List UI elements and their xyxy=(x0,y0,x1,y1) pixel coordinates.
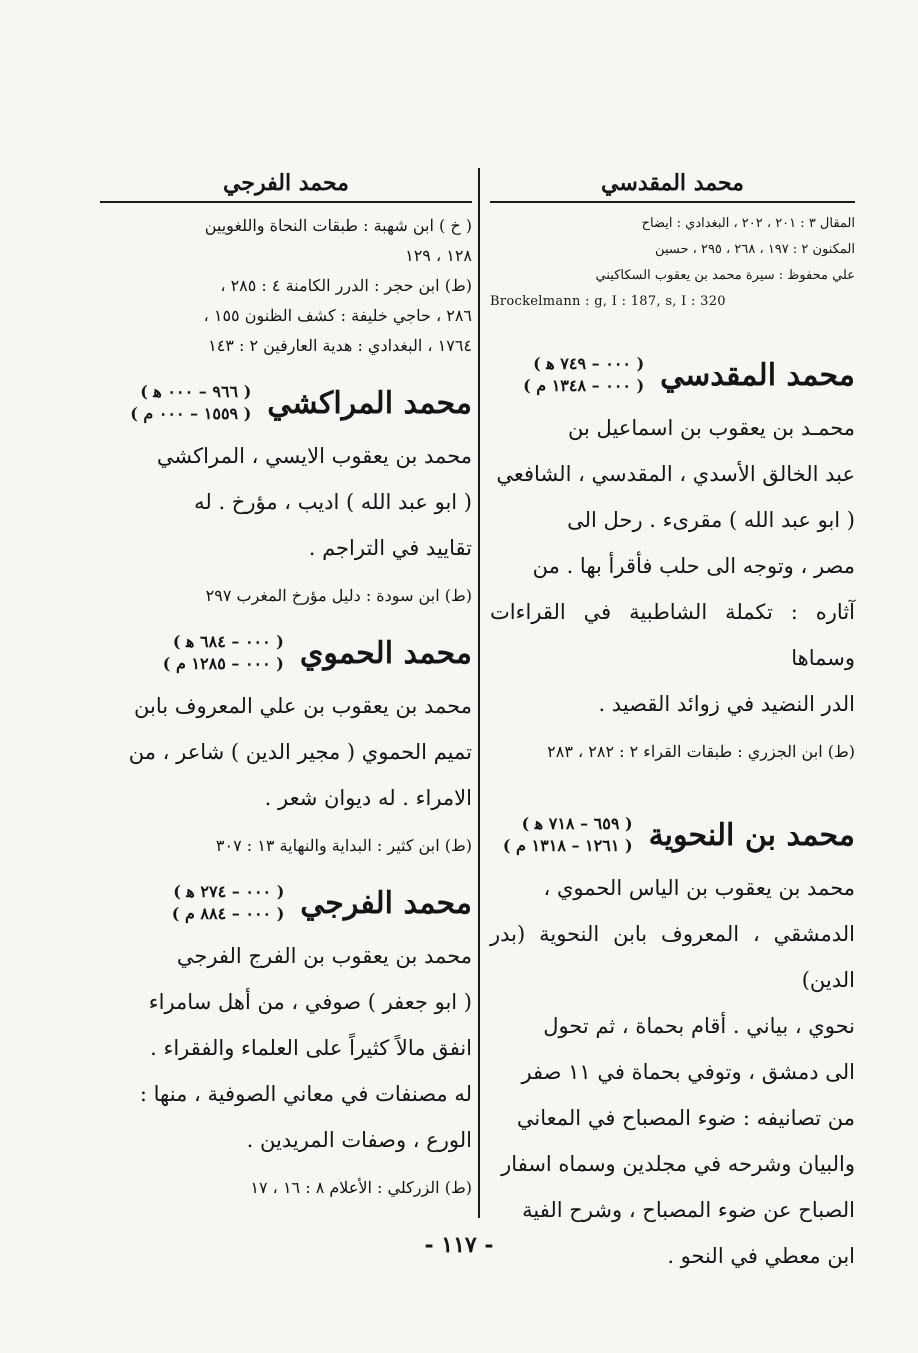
entry-heading xyxy=(490,353,855,397)
entry-line: عبد الخالق الأسدي ، المقدسي ، الشافعي xyxy=(496,462,855,486)
left-top-ref: (ط) ابن حجر : الدرر الكامنة ٤ : ٢٨٥ ، xyxy=(220,276,472,295)
right-latin-ref: Brockelmann : g, I : 187, s, I : 320 xyxy=(490,294,726,309)
entry-dates xyxy=(503,813,633,857)
left-header-rule xyxy=(100,201,472,203)
entry-source: (ط) الزركلي : الأعلام ٨ : ١٦ ، ١٧ xyxy=(250,1178,472,1197)
entry-line: الدر النضيد في زوائد القصيد . xyxy=(598,692,855,716)
hijri-dates: ( ٠٠٠ – ٢٧٤ ﻫ ) xyxy=(173,882,285,901)
gregorian-dates: ( ٠٠٠ – ١٣٤٨ م ) xyxy=(523,376,645,395)
entry-name: محمد المراكشي xyxy=(267,385,472,421)
entry-line: تقاييد في التراجم . xyxy=(308,536,472,560)
right-header-rule xyxy=(490,201,855,203)
entry-dates xyxy=(163,631,284,675)
entry-line: ( ابو عبد الله ) اديب ، مؤرخ . له xyxy=(194,490,472,514)
entry-source: (ط) ابن الجزري : طبقات القراء ٢ : ٢٨٢ ، ٢٨٣ xyxy=(547,742,855,761)
right-top-ref: المكنون ٢ : ١٩٧ ، ٢٦٨ ، ٢٩٥ ، حسين xyxy=(655,242,855,257)
left-column-header: محمد الفرجي xyxy=(223,170,349,196)
entry-line: الامراء . له ديوان شعر . xyxy=(264,786,472,810)
entry-line: محمد بن يعقوب بن الفرج الفرجي xyxy=(176,944,472,968)
right-column xyxy=(490,165,855,1279)
hijri-dates: ( ٠٠٠ – ٧٤٩ ﻫ ) xyxy=(533,354,645,373)
entry-line: الورع ، وصفات المريدين . xyxy=(246,1128,472,1152)
left-top-ref: ( خ ) ابن شهبة : طبقات النحاة واللغويين xyxy=(204,216,472,235)
entry-line: محمـد بن يعقوب بن اسماعيل بن xyxy=(568,416,855,440)
entry-line: ( ابو جعفر ) صوفي ، من أهل سامراء xyxy=(148,990,472,1014)
entry-line: ابن معطي في النحو . xyxy=(667,1244,855,1268)
entry-line: من تصانيفه : ضوء المصباح في المعاني xyxy=(516,1106,855,1130)
entry-dates xyxy=(172,881,284,925)
entry-dates xyxy=(130,381,251,425)
gregorian-dates: ( ٠٠٠ – ١٢٨٥ م ) xyxy=(162,654,284,673)
entry-name: محمد المقدسي xyxy=(660,357,855,393)
hijri-dates: ( ٠٠٠ – ٦٨٤ ﻫ ) xyxy=(172,632,284,651)
entry-source: (ط) ابن كثير : البداية والنهاية ١٣ : ٣٠٧ xyxy=(215,836,472,855)
left-column xyxy=(100,165,472,1203)
entry-line: له مصنفات في معاني الصوفية ، منها : xyxy=(139,1082,472,1106)
page-number: - ١١٧ - xyxy=(424,1232,494,1258)
gregorian-dates: ( ١٥٥٩ – ٠٠٠ م ) xyxy=(130,404,252,423)
entry-heading xyxy=(100,381,472,425)
entry-line: محمد بن يعقوب بن الياس الحموي ، xyxy=(543,876,855,900)
entry-line: محمد بن يعقوب بن علي المعروف بابن xyxy=(134,694,472,718)
entry-source: (ط) ابن سودة : دليل مؤرخ المغرب ٢٩٧ xyxy=(205,586,472,605)
entry-name: محمد الفرجي xyxy=(300,885,472,921)
entry-line: ( ابو عبد الله ) مقرىء . رحل الى xyxy=(567,508,855,532)
left-top-ref: ١٧٦٤ ، البغدادي : هدية العارفين ٢ : ١٤٣ xyxy=(208,336,472,355)
entry-heading xyxy=(100,881,472,925)
right-top-ref: علي محفوظ : سيرة محمد بن يعقوب السكاكيني xyxy=(595,268,855,283)
entry-dates xyxy=(523,353,644,397)
column-divider xyxy=(478,168,480,1218)
entry-heading xyxy=(490,813,855,857)
entry-line: انفق مالاً كثيراً على العلماء والفقراء . xyxy=(150,1036,472,1060)
right-column-header: محمد المقدسي xyxy=(601,170,744,196)
entry-line: الى دمشق ، وتوفي بحماة في ١١ صفر xyxy=(521,1060,855,1084)
entry-line: تميم الحموي ( مجير الدين ) شاعر ، من xyxy=(128,740,472,764)
gregorian-dates: ( ١٢٦١ – ١٣١٨ م ) xyxy=(502,836,633,855)
entry-line: الدمشقي ، المعروف بابن النحوية (بدر الدين) xyxy=(490,922,855,992)
right-top-ref: المقال ٣ : ٢٠١ ، ٢٠٢ ، البغدادي : ايضاح xyxy=(641,216,855,231)
hijri-dates: ( ٩٦٦ – ٠٠٠ ﻫ ) xyxy=(140,382,252,401)
left-top-ref: ١٢٨ ، ١٢٩ xyxy=(405,246,472,265)
hijri-dates: ( ٦٥٩ – ٧١٨ ﻫ ) xyxy=(521,814,633,833)
left-top-ref: ٢٨٦ ، حاجي خليفة : كشف الظنون ١٥٥ ، xyxy=(203,306,472,325)
entry-line: والبيان وشرحه في مجلدين وسماه اسفار xyxy=(501,1152,855,1176)
entry-line: الصباح عن ضوء المصباح ، وشرح الفية xyxy=(522,1198,855,1222)
entry-line: مصر ، وتوجه الى حلب فأقرأ بها . من xyxy=(532,554,855,578)
entry-heading xyxy=(100,631,472,675)
entry-line: نحوي ، بياني . أقام بحماة ، ثم تحول xyxy=(543,1014,855,1038)
entry-line: محمد بن يعقوب الايسي ، المراكشي xyxy=(156,444,472,468)
gregorian-dates: ( ٠٠٠ – ٨٨٤ م ) xyxy=(171,904,285,923)
entry-line: آثاره : تكملة الشاطبية في القراءات وسماها xyxy=(490,600,855,670)
entry-name: محمد بن النحوية xyxy=(648,817,855,853)
entry-name: محمد الحموي xyxy=(299,635,472,671)
